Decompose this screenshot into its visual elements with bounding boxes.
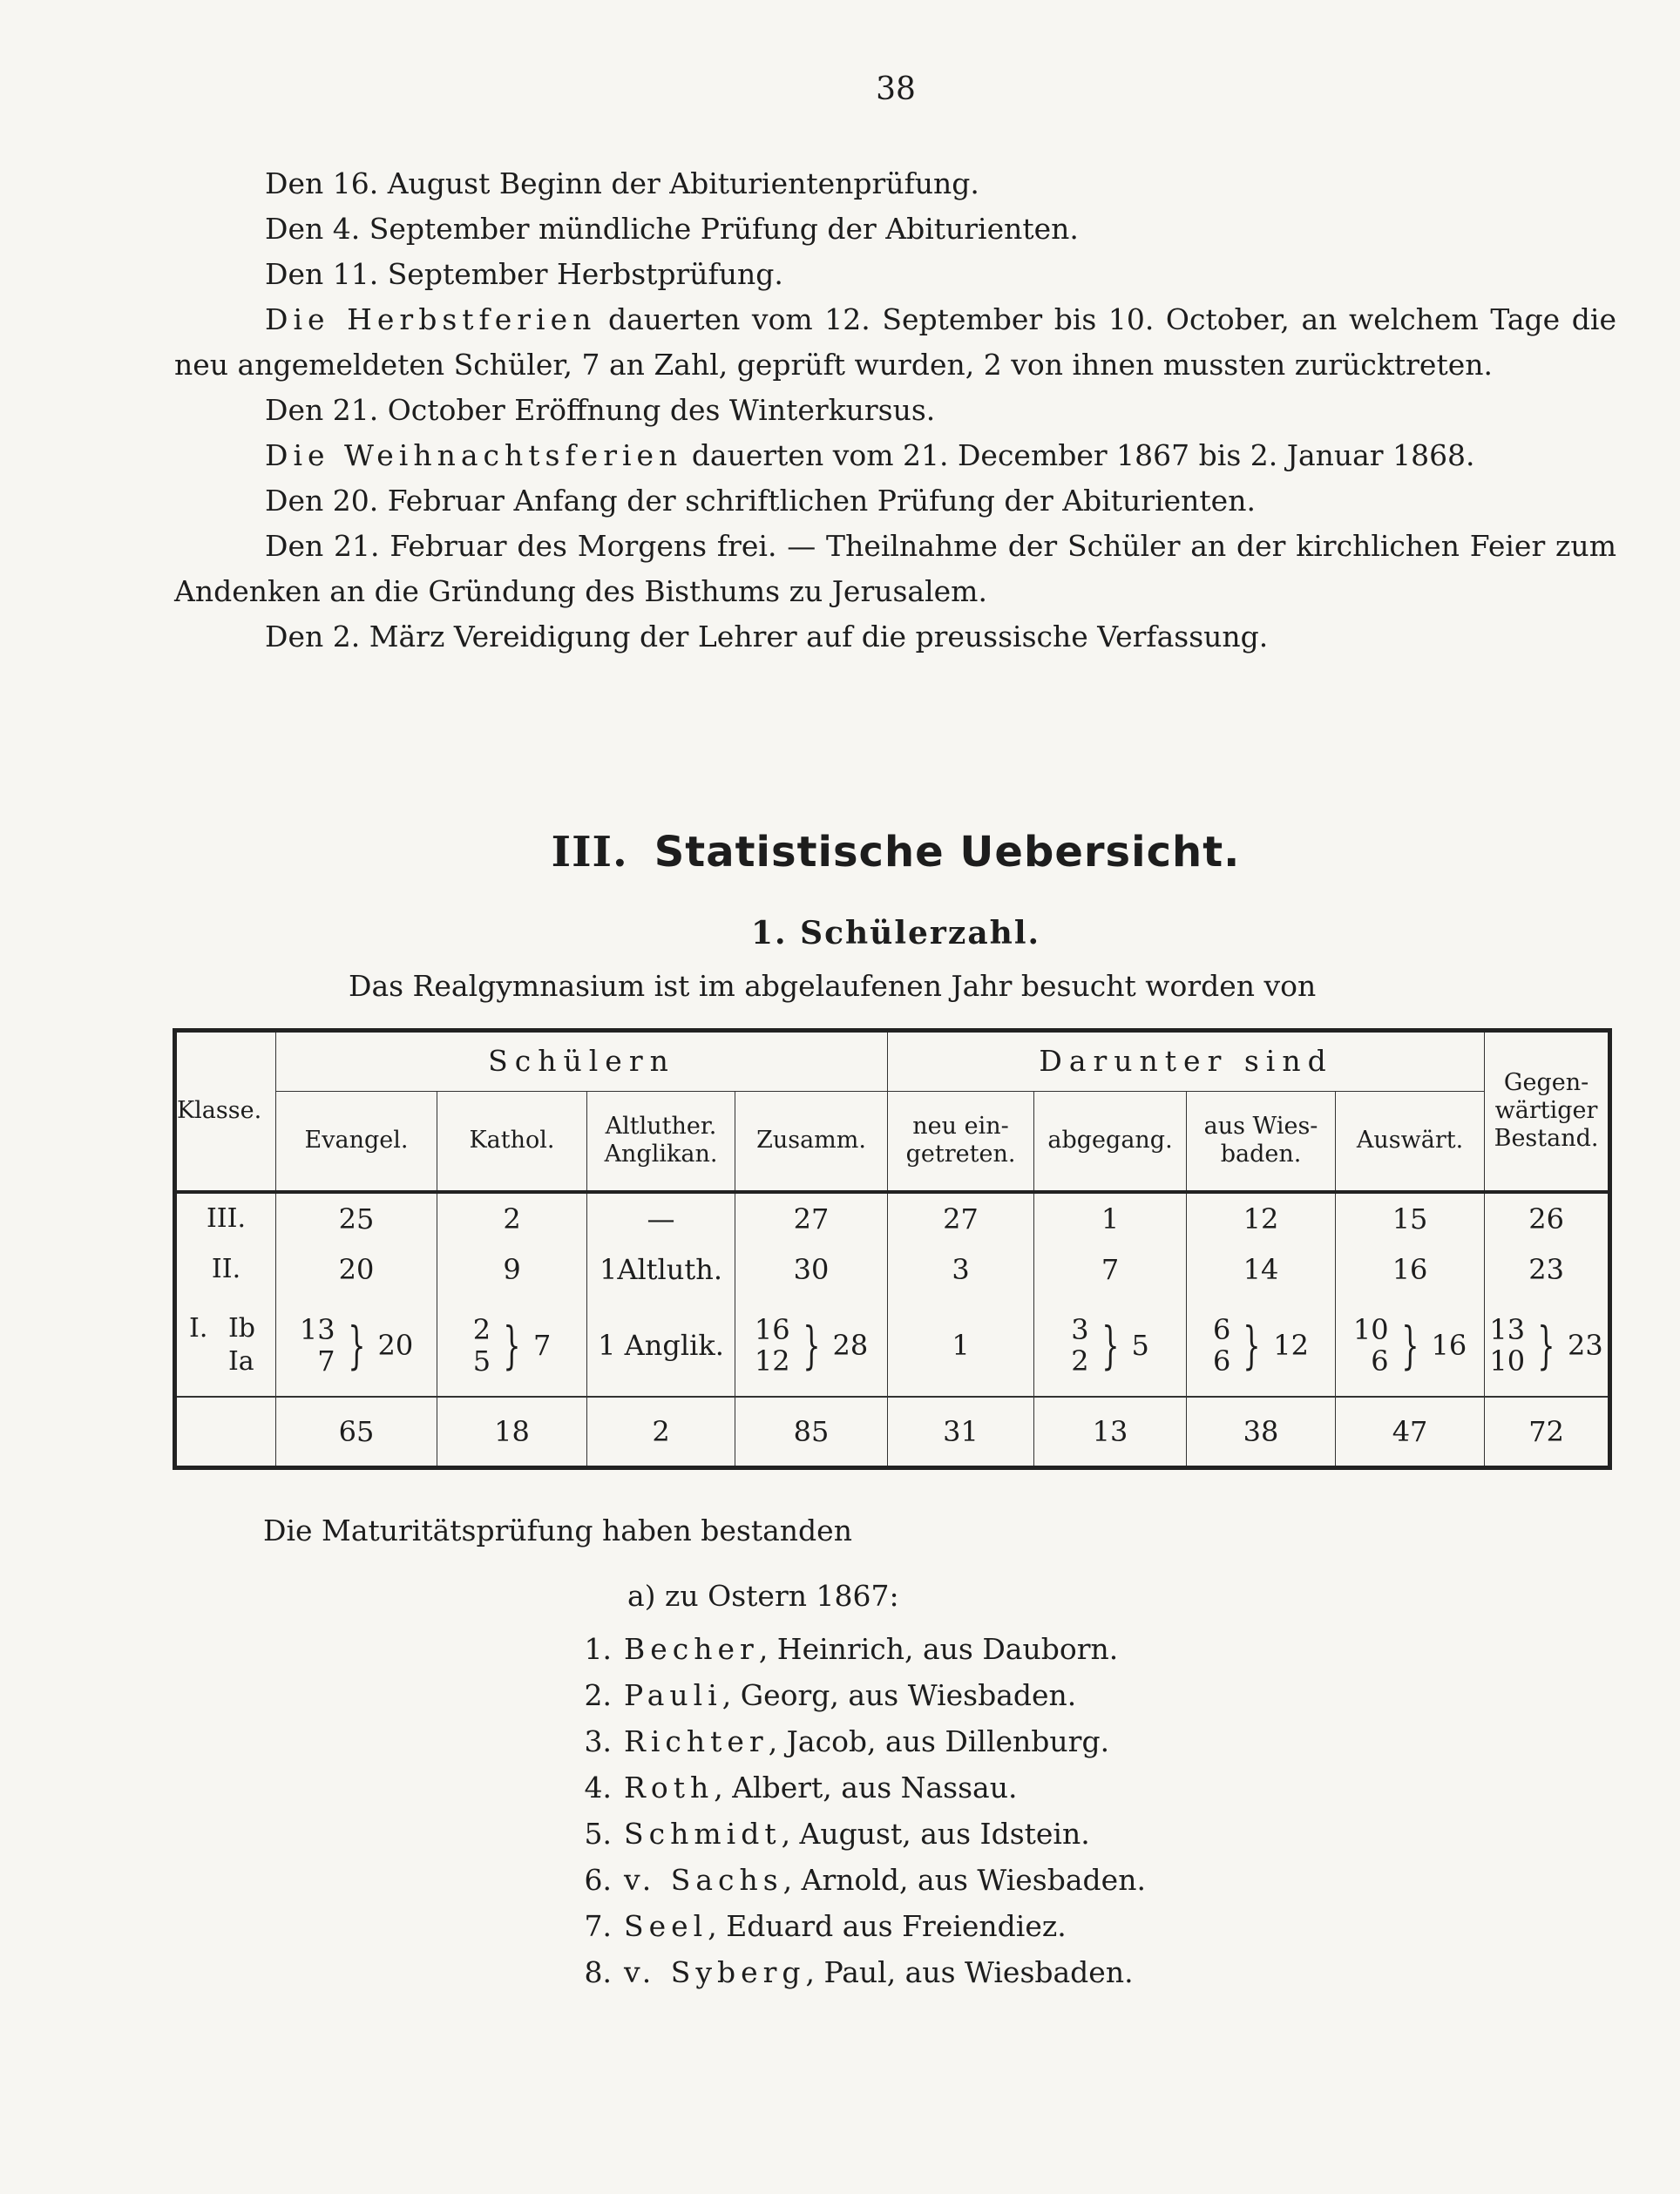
graduate-details: , Eduard aus Freiendiez. bbox=[708, 1909, 1067, 1943]
cell-kathol bbox=[437, 1295, 587, 1398]
cell-neu: 3 bbox=[888, 1244, 1034, 1295]
value-sum: 23 bbox=[1568, 1329, 1603, 1363]
value-sum: 5 bbox=[1131, 1329, 1149, 1363]
chronicle-entry bbox=[174, 207, 1616, 252]
entry-text: Vereidigung der Lehrer auf die preussische Verfassung. bbox=[453, 620, 1269, 653]
cell-evangel: 25 bbox=[276, 1192, 437, 1244]
pair-values bbox=[1353, 1314, 1389, 1377]
item-number: 5. bbox=[584, 1817, 612, 1851]
list-item bbox=[558, 1949, 1146, 1995]
braced-pair bbox=[300, 1314, 413, 1377]
value-ib: 2 bbox=[472, 1313, 491, 1347]
cell-klasse: III. bbox=[175, 1192, 276, 1244]
list-item bbox=[558, 1626, 1146, 1672]
graduate-details: , August, aus Idstein. bbox=[781, 1817, 1090, 1851]
page-number: 38 bbox=[876, 71, 916, 107]
class-i-subclasses bbox=[228, 1312, 255, 1378]
entry-text: Herbstprüfung. bbox=[556, 257, 783, 291]
header-row-groups bbox=[175, 1031, 1610, 1092]
chronicle-entry bbox=[174, 297, 1616, 388]
item-number: 1. bbox=[584, 1632, 612, 1666]
cell-bestand bbox=[1485, 1295, 1610, 1398]
chronicle-entry bbox=[174, 614, 1616, 660]
entry-text: dauerten vom 21. December 1867 bis 2. Januar 1868. bbox=[691, 438, 1475, 472]
brace-icon: } bbox=[1243, 1316, 1261, 1376]
cell-wiesbaden: 12 bbox=[1187, 1192, 1336, 1244]
header-zusamm: Zusamm. bbox=[735, 1091, 888, 1191]
total-neu: 31 bbox=[888, 1397, 1034, 1467]
list-item bbox=[558, 1672, 1146, 1718]
value-ib: 6 bbox=[1213, 1313, 1231, 1347]
cell-wiesbaden: 14 bbox=[1187, 1244, 1336, 1295]
chronicle-entry bbox=[174, 388, 1616, 433]
header-bestand-line: wärtiger bbox=[1494, 1097, 1598, 1125]
cell-altluther: — bbox=[587, 1192, 735, 1244]
pair-values bbox=[755, 1314, 790, 1377]
entry-text: des Morgens frei. — Theilnahme der Schüler an der kirchlichen Feier zum Andenken an die Gründung des Bisthums zu Jerusalem. bbox=[174, 529, 1616, 608]
braced-pair bbox=[1213, 1314, 1309, 1377]
chronicle-section bbox=[174, 161, 1616, 660]
entry-date: Den 16. August bbox=[265, 166, 491, 200]
table-intro: Das Realgymnasium ist im abgelaufenen Jahr besucht worden von bbox=[349, 969, 1317, 1003]
cell-klasse-empty bbox=[175, 1397, 276, 1467]
value-sum: 28 bbox=[832, 1329, 869, 1363]
entry-date: Den 21. Februar bbox=[265, 529, 507, 563]
value-ia: 2 bbox=[1071, 1344, 1089, 1378]
total-bestand: 72 bbox=[1485, 1397, 1610, 1467]
chronicle-entry bbox=[174, 433, 1616, 478]
header-altluther-line: Anglikan. bbox=[604, 1141, 718, 1168]
header-neu-line: neu ein- bbox=[912, 1113, 1009, 1141]
header-abgegang: abgegang. bbox=[1034, 1091, 1187, 1191]
graduate-details: , Georg, aus Wiesbaden. bbox=[721, 1678, 1077, 1712]
value-ib: 13 bbox=[299, 1313, 335, 1347]
entry-date: Den 20. Februar bbox=[265, 484, 505, 518]
chronicle-entry bbox=[174, 252, 1616, 297]
graduate-surname: Schmidt bbox=[624, 1817, 782, 1851]
value-ib: 3 bbox=[1071, 1313, 1089, 1347]
cell-klasse: II. bbox=[175, 1244, 276, 1295]
braced-pair bbox=[1071, 1314, 1149, 1377]
header-wiesbaden bbox=[1187, 1091, 1336, 1191]
header-neu bbox=[888, 1091, 1034, 1191]
cell-auswaert bbox=[1336, 1295, 1485, 1398]
list-item bbox=[558, 1764, 1146, 1811]
header-neu-line: getreten. bbox=[905, 1141, 1016, 1168]
student-statistics-table bbox=[173, 1028, 1612, 1470]
value-ia: 10 bbox=[1489, 1344, 1526, 1378]
header-bestand-line: Gegen- bbox=[1503, 1069, 1589, 1097]
header-group-darunter: Darunter sind bbox=[888, 1031, 1485, 1092]
entry-text: Eröffnung des Winterkursus. bbox=[514, 393, 936, 427]
value-ib: 16 bbox=[754, 1313, 790, 1347]
value-ia: 7 bbox=[317, 1344, 335, 1378]
entry-date: Den 21. October bbox=[265, 393, 505, 427]
value-ib: 10 bbox=[1352, 1313, 1389, 1347]
cell-zusamm bbox=[735, 1295, 888, 1398]
item-number: 2. bbox=[584, 1678, 612, 1712]
item-number: 4. bbox=[584, 1771, 612, 1805]
pair-values bbox=[1071, 1314, 1088, 1377]
graduate-list bbox=[558, 1626, 1146, 1995]
item-number: 7. bbox=[584, 1909, 612, 1943]
value-ia: 5 bbox=[472, 1344, 491, 1378]
cell-abgegang bbox=[1034, 1295, 1187, 1398]
header-row-columns bbox=[175, 1091, 1610, 1191]
value-ia: 6 bbox=[1371, 1344, 1389, 1378]
braced-pair bbox=[1489, 1314, 1602, 1377]
cell-zusamm: 27 bbox=[735, 1192, 888, 1244]
entry-date: Den 11. September bbox=[265, 257, 548, 291]
cell-evangel bbox=[276, 1295, 437, 1398]
cell-bestand: 26 bbox=[1485, 1192, 1610, 1244]
entry-date: Den 2. März bbox=[265, 620, 445, 653]
graduate-surname: Becher bbox=[624, 1632, 759, 1666]
graduate-surname: v. Sachs bbox=[624, 1863, 783, 1897]
section-number: III. bbox=[551, 828, 628, 877]
header-bestand-line: Bestand. bbox=[1494, 1125, 1599, 1153]
chronicle-entry bbox=[174, 478, 1616, 524]
cell-altluther: 1Altluth. bbox=[587, 1244, 735, 1295]
cell-kathol: 9 bbox=[437, 1244, 587, 1295]
value-sum: 16 bbox=[1431, 1329, 1467, 1363]
subsection-title: 1. Schülerzahl. bbox=[750, 915, 1041, 951]
brace-icon: } bbox=[503, 1316, 521, 1376]
subclass-ia: Ia bbox=[227, 1345, 254, 1377]
value-ia: 12 bbox=[754, 1344, 790, 1378]
header-klasse: Klasse. bbox=[175, 1031, 276, 1192]
header-wiesbaden-line: baden. bbox=[1220, 1141, 1302, 1168]
total-zusamm: 85 bbox=[735, 1397, 888, 1467]
table-row-totals bbox=[175, 1397, 1610, 1467]
value-ia: 6 bbox=[1213, 1344, 1231, 1378]
header-kathol: Kathol. bbox=[437, 1091, 587, 1191]
graduate-surname: Roth bbox=[624, 1771, 715, 1805]
brace-icon: } bbox=[1537, 1316, 1555, 1376]
graduate-surname: Pauli bbox=[624, 1678, 722, 1712]
maturity-subheading: a) zu Ostern 1867: bbox=[627, 1579, 899, 1613]
graduate-surname: Richter bbox=[624, 1724, 769, 1758]
cell-abgegang: 7 bbox=[1034, 1244, 1187, 1295]
total-auswaert: 47 bbox=[1336, 1397, 1485, 1467]
pair-values bbox=[1489, 1314, 1525, 1377]
value-ib: 13 bbox=[1489, 1313, 1526, 1347]
entry-text: Beginn der Abiturientenprüfung. bbox=[498, 166, 979, 200]
graduate-details: , Arnold, aus Wiesbaden. bbox=[782, 1863, 1146, 1897]
section-title-text: Statistische Uebersicht. bbox=[654, 828, 1241, 877]
total-kathol: 18 bbox=[437, 1397, 587, 1467]
braced-pair bbox=[473, 1314, 552, 1377]
class-i-label: I. bbox=[189, 1312, 208, 1344]
graduate-details: , Albert, aus Nassau. bbox=[714, 1771, 1018, 1805]
cell-wiesbaden bbox=[1187, 1295, 1336, 1398]
entry-date: Die Herbstferien bbox=[265, 302, 597, 336]
maturity-heading: Die Maturitätsprüfung haben bestanden bbox=[263, 1513, 852, 1547]
header-auswaert: Auswärt. bbox=[1336, 1091, 1485, 1191]
subclass-ib: Ib bbox=[227, 1312, 255, 1344]
entry-date: Den 4. September bbox=[265, 212, 530, 246]
cell-auswaert: 15 bbox=[1336, 1192, 1485, 1244]
value-sum: 7 bbox=[532, 1329, 552, 1363]
header-evangel: Evangel. bbox=[276, 1091, 437, 1191]
header-group-schueler: Schülern bbox=[276, 1031, 888, 1092]
cell-zusamm: 30 bbox=[735, 1244, 888, 1295]
entry-text: Anfang der schriftlichen Prüfung der Abiturienten. bbox=[513, 484, 1256, 518]
brace-icon: } bbox=[1101, 1316, 1120, 1376]
entry-text: mündliche Prüfung der Abiturienten. bbox=[538, 212, 1079, 246]
value-sum: 20 bbox=[377, 1329, 414, 1363]
entry-date: Die Weihnachtsferien bbox=[265, 438, 683, 472]
pair-values bbox=[473, 1314, 491, 1377]
item-number: 8. bbox=[584, 1955, 612, 1989]
table-row bbox=[175, 1244, 1610, 1295]
brace-icon: } bbox=[802, 1316, 821, 1376]
chronicle-entry bbox=[174, 161, 1616, 207]
graduate-details: , Heinrich, aus Dauborn. bbox=[758, 1632, 1119, 1666]
cell-abgegang: 1 bbox=[1034, 1192, 1187, 1244]
cell-kathol: 2 bbox=[437, 1192, 587, 1244]
brace-icon: } bbox=[347, 1316, 366, 1376]
item-number: 3. bbox=[584, 1724, 612, 1758]
graduate-surname: v. Syberg bbox=[624, 1955, 806, 1989]
pair-values bbox=[1213, 1314, 1230, 1377]
cell-klasse bbox=[175, 1295, 276, 1398]
header-altluther bbox=[587, 1091, 735, 1191]
cell-bestand: 23 bbox=[1485, 1244, 1610, 1295]
section-title bbox=[0, 828, 1680, 877]
total-wiesbaden: 38 bbox=[1187, 1397, 1336, 1467]
chronicle-entry bbox=[174, 524, 1616, 614]
cell-neu: 27 bbox=[888, 1192, 1034, 1244]
cell-auswaert: 16 bbox=[1336, 1244, 1485, 1295]
graduate-details: , Paul, aus Wiesbaden. bbox=[805, 1955, 1134, 1989]
header-bestand bbox=[1485, 1031, 1610, 1192]
table-row bbox=[175, 1192, 1610, 1244]
table-row-class-i bbox=[175, 1295, 1610, 1398]
list-item bbox=[558, 1903, 1146, 1949]
cell-neu: 1 bbox=[888, 1295, 1034, 1398]
braced-pair bbox=[1353, 1314, 1467, 1377]
entry-text: dauerten vom 12. September bis 10. October, an welchem Tage die neu angemeldeten Schüler, 7 an Zahl, geprüft wurden, 2 von ihnen mussten zurücktreten. bbox=[174, 302, 1616, 382]
brace-icon: } bbox=[1400, 1316, 1419, 1376]
value-sum: 12 bbox=[1273, 1329, 1310, 1363]
pair-values bbox=[300, 1314, 335, 1377]
list-item bbox=[558, 1718, 1146, 1764]
total-evangel: 65 bbox=[276, 1397, 437, 1467]
item-number: 6. bbox=[584, 1863, 612, 1897]
header-altluther-line: Altluther. bbox=[605, 1113, 717, 1141]
total-abgegang: 13 bbox=[1034, 1397, 1187, 1467]
list-item bbox=[558, 1857, 1146, 1903]
graduate-surname: Seel bbox=[624, 1909, 708, 1943]
header-wiesbaden-line: aus Wies- bbox=[1203, 1113, 1318, 1141]
graduate-details: , Jacob, aus Dillenburg. bbox=[768, 1724, 1110, 1758]
total-altluther: 2 bbox=[587, 1397, 735, 1467]
cell-evangel: 20 bbox=[276, 1244, 437, 1295]
cell-altluther: 1 Anglik. bbox=[587, 1295, 735, 1398]
braced-pair bbox=[755, 1314, 868, 1377]
list-item bbox=[558, 1811, 1146, 1857]
